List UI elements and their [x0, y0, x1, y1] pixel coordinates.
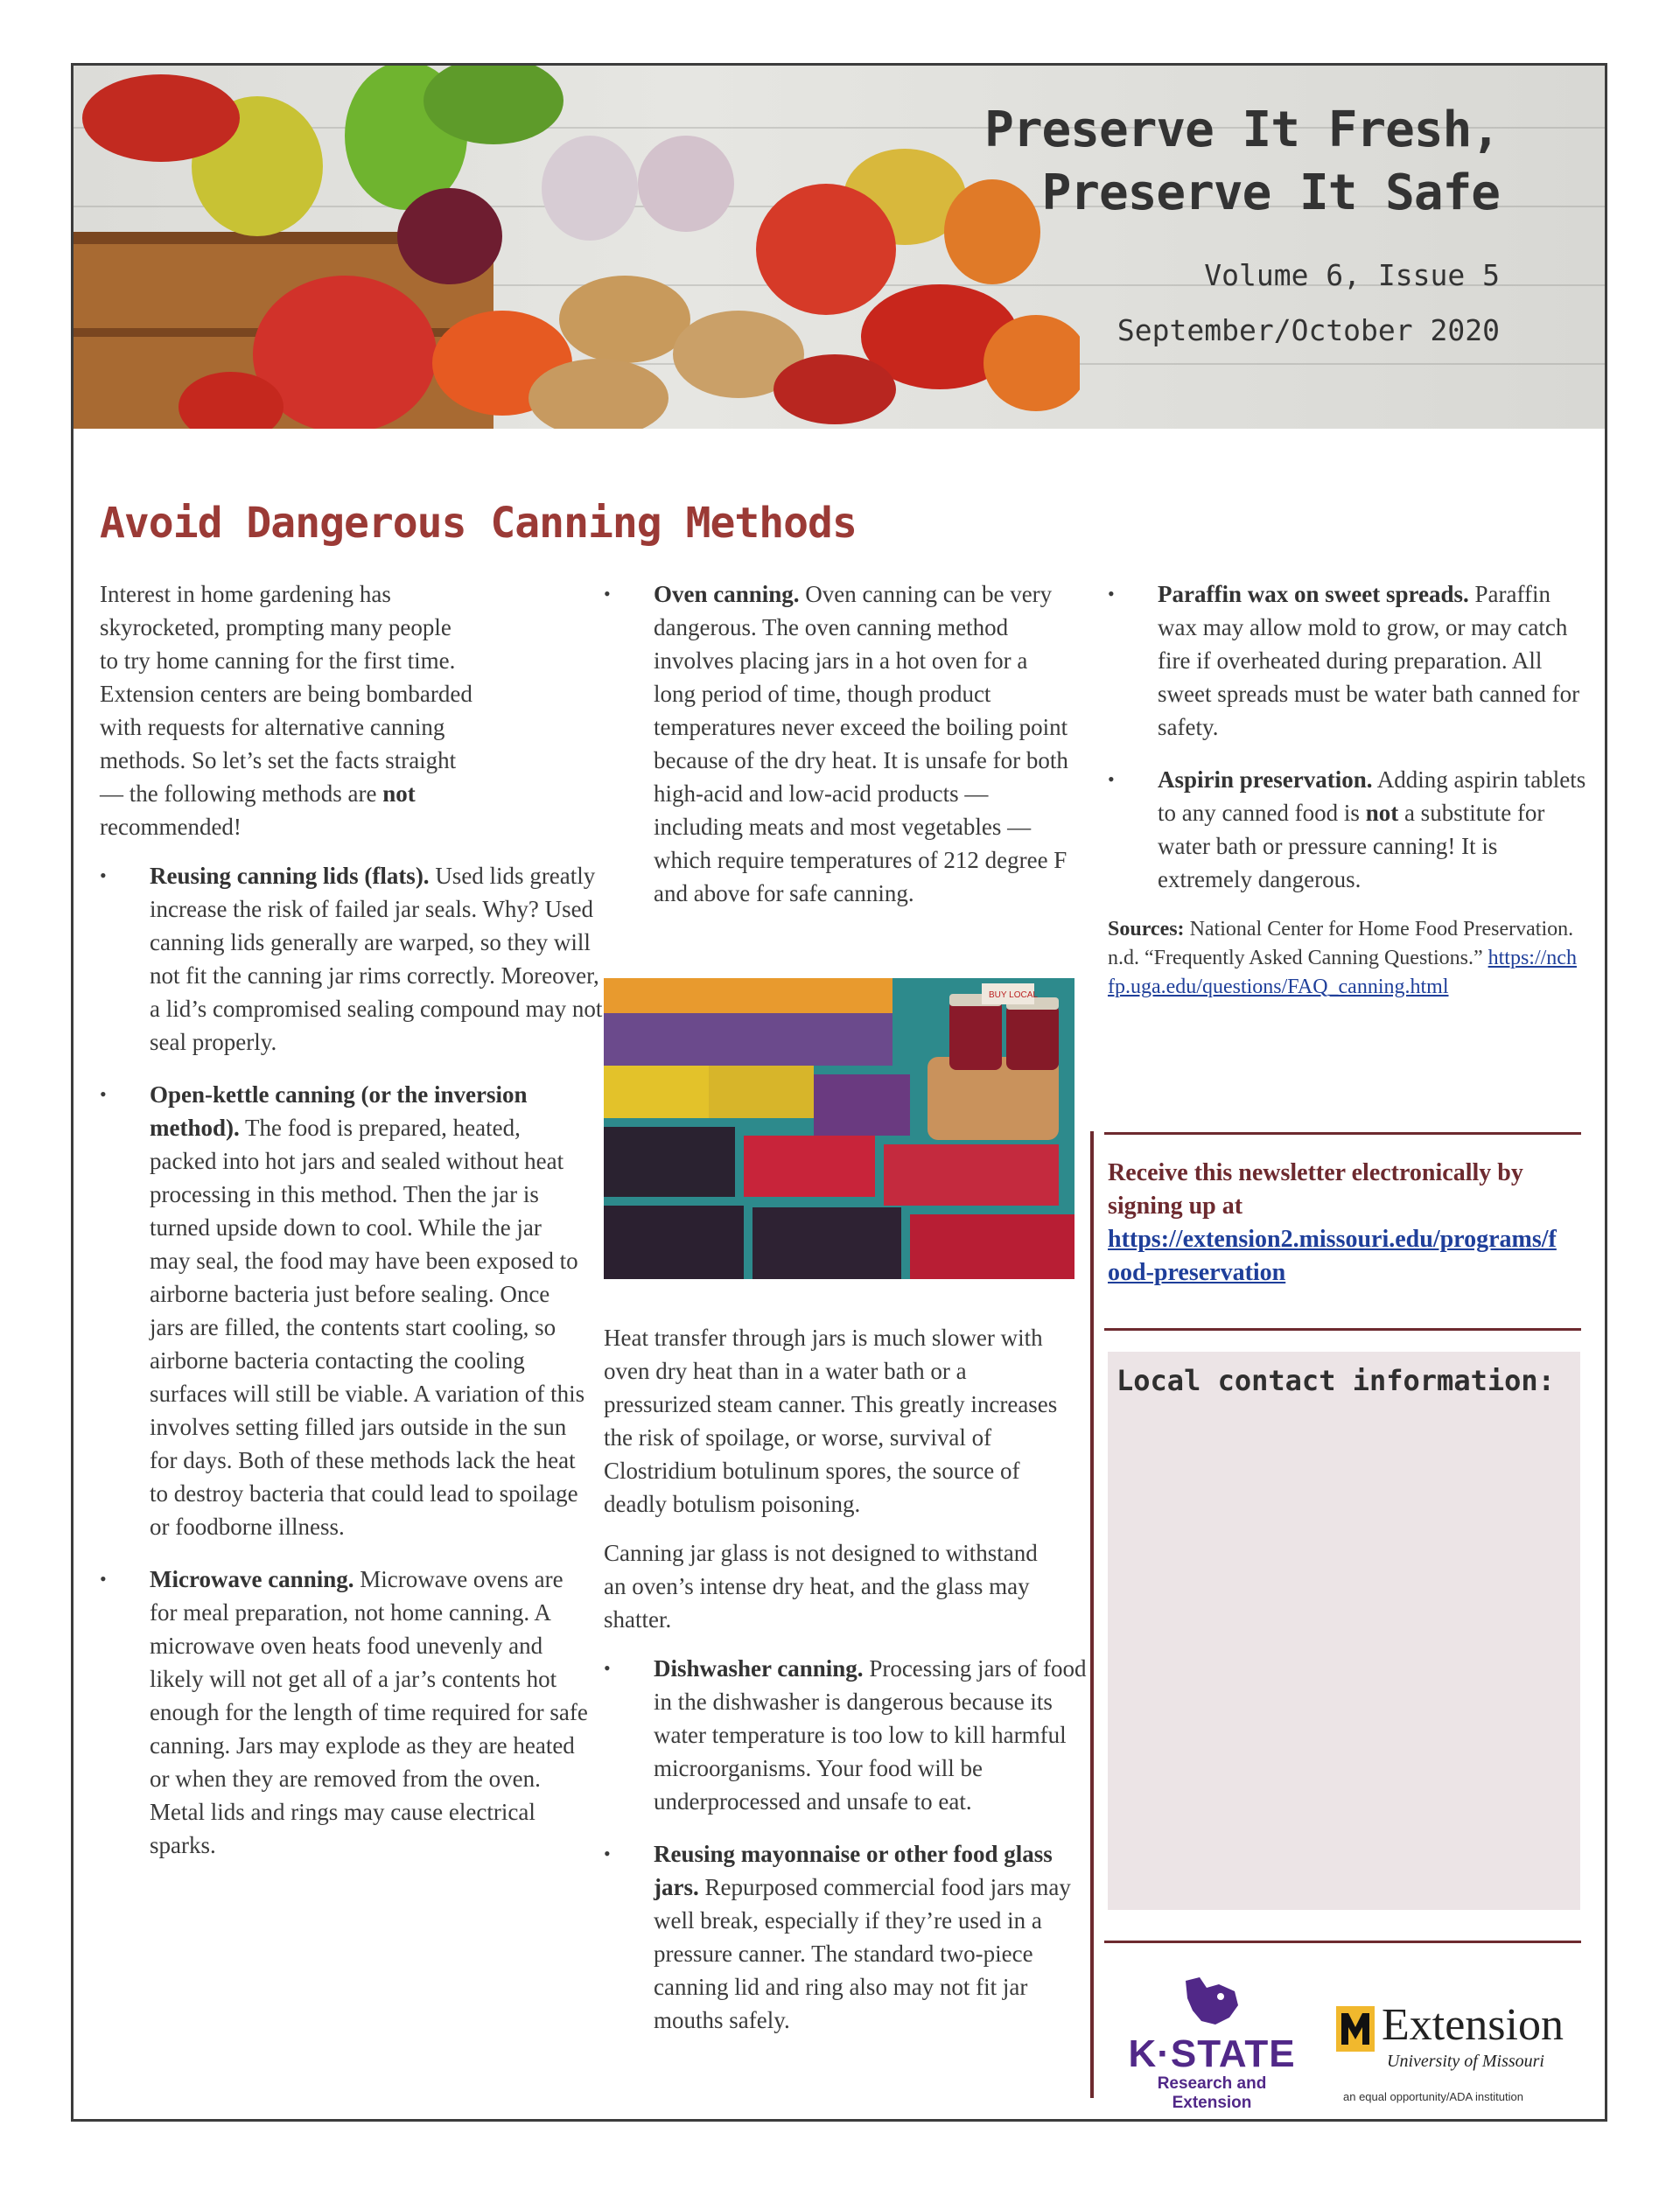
bullet-icon: •: [604, 583, 611, 605]
title-line-1: Preserve It Fresh,: [984, 101, 1500, 158]
mu-subtitle: University of Missouri: [1387, 2052, 1544, 2071]
list-item: • Reusing canning lids (flats). Used lids greatly increase the risk of failed jar seals. Why? Used canning lids generally are warped, so they will not fit the canning jar rims correctly. Moreover, a lid’s compromised sealing compound may not seal properly.: [100, 859, 609, 1059]
bullet-icon: •: [604, 1657, 611, 1679]
list-item: • Paraffin wax on sweet spreads. Paraffin wax may allow mold to grow, or may catch fire if overheated during preparation. All sweet spreads must be water bath canned for safety.: [1108, 577, 1586, 744]
signup-link[interactable]: https://extension2.missouri.edu/programs/food-preservation: [1108, 1226, 1557, 1286]
mu-shield-icon: [1336, 2006, 1375, 2052]
contact-label: Local contact information:: [1116, 1364, 1555, 1397]
column-3: [1108, 577, 1598, 1018]
farmers-market-photo: [604, 978, 1074, 1279]
title-line-2: Preserve It Safe: [1041, 164, 1500, 221]
intro-paragraph: Interest in home gardening has skyrocketed, prompting many people to try home canning for the first time. Extension centers are being bombarded with requests for alternative canning methods. So let’s set the facts straight — the following methods are not recommended!: [100, 581, 472, 840]
article-heading: Avoid Dangerous Canning Methods: [100, 499, 857, 548]
sidebar-rule-middle: [1104, 1328, 1581, 1331]
column-1: [100, 577, 603, 1881]
kstate-subtitle: Research and Extension: [1157, 2074, 1267, 2112]
list-item: • Microwave canning. Microwave ovens are for meal preparation, not home canning. A microwave oven heats food unevenly and likely will not get all of a jar’s contents hot enough for the length of time required for safe canning. Jars may explode as they are heated or when they are removed from the oven. Metal lids and rings may cause electrical sparks.: [100, 1563, 592, 1862]
method-list-2a: [604, 577, 1076, 910]
kstate-wordmark: K·STATE: [1128, 2032, 1296, 2075]
sidebar-divider: [1090, 1131, 1094, 2098]
kstate-logo: [1116, 1976, 1307, 2113]
sources: Sources: National Center for Home Food Preservation. n.d. “Frequently Asked Canning Questions.” https://nchfp.uga.edu/questions/FAQ_canning.html: [1108, 918, 1577, 998]
method-list-2b: [604, 1652, 1087, 2037]
bullet-icon: •: [1108, 768, 1115, 790]
jar-label: BUY LOCAL: [989, 990, 1038, 1000]
bullet-icon: •: [1108, 583, 1115, 605]
heat-transfer-paragraph: Heat transfer through jars is much slower with oven dry heat than in a water bath or a pressurized steam canner. This greatly increases the risk of spoilage, or worse, survival of Clostridium botulinum spores, the source of deadly botulism poisoning.: [604, 1325, 1058, 1517]
list-item: • Dishwasher canning. Processing jars of food in the dishwasher is dangerous because its water temperature is too low to kill harmful microorganisms. Your food will be underprocessed and unsafe to eat.: [604, 1652, 1100, 1818]
bullet-icon: •: [100, 864, 107, 886]
method-list-3: [1108, 577, 1598, 896]
sidebar-rule-top: [1104, 1132, 1581, 1135]
list-item: • Open-kettle canning (or the inversion method). The food is prepared, heated, packed into hot jars and sealed without heat processing in this method. Then the jar is turned upside down to cool. While the jar may seal, the food may have been exposed to airborne bacteria just before sealing. Once jars are filled, the contents start cooling, so airborne bacteria contacting the cooling surfaces will still be viable. A variation of this involves setting filled jars outside in the sun for days. Both of these methods lack the heat to destroy bacteria that could lead to spoilage or foodborne illness.: [100, 1078, 587, 1543]
glass-paragraph: Canning jar glass is not designed to withstand an oven’s intense dry heat, and the glass may shatter.: [604, 1540, 1038, 1633]
mu-wordmark: Extension: [1382, 2000, 1564, 2050]
method-list-1: [100, 859, 603, 1862]
newsletter-title: [984, 99, 1500, 225]
list-item: • Aspirin preservation. Adding aspirin tablets to any canned food is not a substitute for water bath or pressure canning! It is extremely dangerous.: [1108, 763, 1586, 896]
header-banner: [74, 66, 1605, 429]
column-2-bottom: [604, 1321, 1087, 2056]
volume-issue: Volume 6, Issue 5: [1204, 258, 1500, 292]
bullet-icon: •: [604, 1843, 611, 1864]
market-berries-image: [604, 978, 1074, 1279]
issue-date: September/October 2020: [1116, 313, 1500, 347]
sidebar-rule-bottom: [1104, 1941, 1581, 1943]
column-2-top: [604, 577, 1076, 929]
list-item: • Oven canning. Oven canning can be very dangerous. The oven canning method involves placing jars in a hot oven for a long period of time, though product temperatures never exceed the boiling point because of the dry heat. It is unsafe for both high-acid and low-acid products — including meats and most vegetables — which require temperatures of 212 degree F and above for safe canning.: [604, 577, 1074, 910]
equal-opportunity-note: an equal opportunity/ADA institution: [1343, 2090, 1523, 2103]
wildcat-icon: [1180, 1976, 1243, 2028]
list-item: • Reusing mayonnaise or other food glass jars. Repurposed commercial food jars may well break, especially if they’re used in a pressure canner. The standard two-piece canning lid and ring also may not fit jar mouths safely.: [604, 1837, 1091, 2037]
bullet-icon: •: [100, 1568, 107, 1590]
bullet-icon: •: [100, 1083, 107, 1105]
local-contact-box: [1108, 1352, 1580, 1910]
produce-illustration: [74, 66, 1080, 429]
sources-link[interactable]: https://nchfp.uga.edu/questions/FAQ_canning.html: [1108, 947, 1577, 998]
signup-callout: Receive this newsletter electronically by signing up at https://extension2.missouri.edu/programs/food-preservation: [1108, 1159, 1557, 1286]
